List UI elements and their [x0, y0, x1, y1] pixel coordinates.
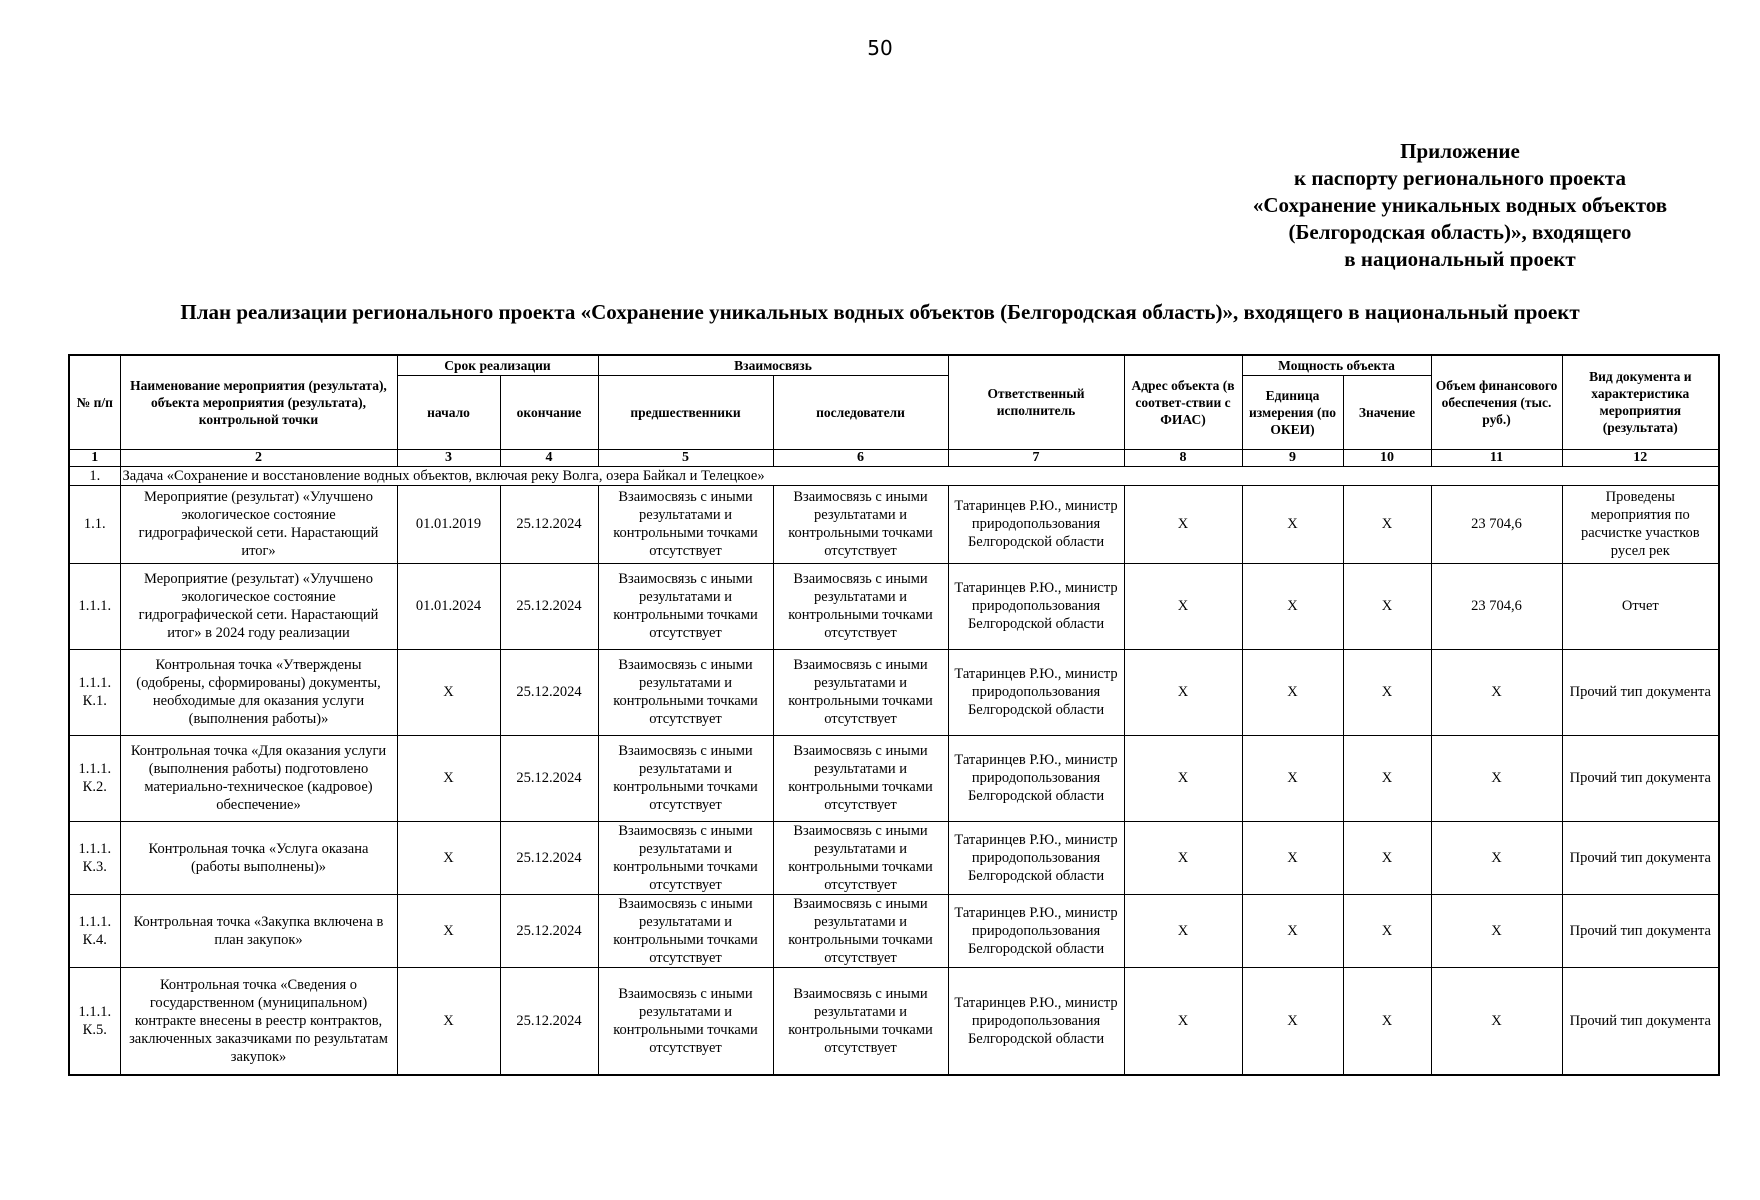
row-value: Х [1343, 821, 1431, 894]
column-number: 1 [69, 449, 120, 466]
row-predecessors: Взаимосвязь с иными результатами и контрольными точками отсутствует [598, 967, 773, 1075]
row-successors: Взаимосвязь с иными результатами и контрольными точками отсутствует [773, 967, 948, 1075]
table-row [69, 894, 1719, 967]
row-value: Х [1343, 894, 1431, 967]
task-text: Задача «Сохранение и восстановление водных объектов, включая реку Волга, озера Байкал и Телецкое» [120, 466, 1719, 485]
header-start: начало [397, 375, 500, 449]
header-finance: Объем финансового обеспечения (тыс. руб.) [1431, 355, 1562, 449]
row-executor: Татаринцев Р.Ю., министр природопользования Белгородской области [948, 563, 1124, 649]
row-executor: Татаринцев Р.Ю., министр природопользования Белгородской области [948, 735, 1124, 821]
header-predecessors: предшественники [598, 375, 773, 449]
row-address: Х [1124, 735, 1242, 821]
row-name: Контрольная точка «Утверждены (одобрены, сформированы) документы, необходимые для оказания услуги (выполнения работы)» [120, 649, 397, 735]
table-row [69, 563, 1719, 649]
row-address: Х [1124, 894, 1242, 967]
row-end-date: 25.12.2024 [500, 821, 598, 894]
table-row [69, 485, 1719, 563]
row-predecessors: Взаимосвязь с иными результатами и контрольными точками отсутствует [598, 485, 773, 563]
row-name: Контрольная точка «Сведения о государственном (муниципальном) контракте внесены в реестр контрактов, заключенных заказчиками по результатам закупок» [120, 967, 397, 1075]
row-value: Х [1343, 649, 1431, 735]
column-number: 4 [500, 449, 598, 466]
row-successors: Взаимосвязь с иными результатами и контрольными точками отсутствует [773, 485, 948, 563]
row-unit: Х [1242, 649, 1343, 735]
column-number: 10 [1343, 449, 1431, 466]
row-address: Х [1124, 563, 1242, 649]
row-finance: 23 704,6 [1431, 485, 1562, 563]
row-address: Х [1124, 485, 1242, 563]
row-executor: Татаринцев Р.Ю., министр природопользования Белгородской области [948, 894, 1124, 967]
header-power-group: Мощность объекта [1242, 355, 1431, 375]
header-address: Адрес объекта (в соответ-ствии с ФИАС) [1124, 355, 1242, 449]
row-executor: Татаринцев Р.Ю., министр природопользования Белгородской области [948, 967, 1124, 1075]
column-number: 2 [120, 449, 397, 466]
row-end-date: 25.12.2024 [500, 563, 598, 649]
row-end-date: 25.12.2024 [500, 735, 598, 821]
row-number: 1.1.1. К.1. [69, 649, 120, 735]
row-end-date: 25.12.2024 [500, 967, 598, 1075]
row-predecessors: Взаимосвязь с иными результатами и контрольными точками отсутствует [598, 821, 773, 894]
row-start-date: Х [397, 649, 500, 735]
appendix-heading [1200, 138, 1720, 273]
row-value: Х [1343, 563, 1431, 649]
row-start-date: 01.01.2024 [397, 563, 500, 649]
row-predecessors: Взаимосвязь с иными результатами и контрольными точками отсутствует [598, 649, 773, 735]
row-predecessors: Взаимосвязь с иными результатами и контрольными точками отсутствует [598, 894, 773, 967]
plan-title: План реализации регионального проекта «Сохранение уникальных водных объектов (Белгородская область)», входящего в национальный проект [180, 300, 1580, 324]
row-finance: Х [1431, 735, 1562, 821]
header-term-group: Срок реализации [397, 355, 598, 375]
appendix-line: «Сохранение уникальных водных объектов [1252, 193, 1668, 217]
page-number: 50 [867, 36, 893, 60]
row-finance: 23 704,6 [1431, 563, 1562, 649]
row-finance: Х [1431, 894, 1562, 967]
row-unit: Х [1242, 485, 1343, 563]
row-executor: Татаринцев Р.Ю., министр природопользования Белгородской области [948, 821, 1124, 894]
row-number: 1.1.1. [69, 563, 120, 649]
row-finance: Х [1431, 649, 1562, 735]
row-name: Мероприятие (результат) «Улучшено экологическое состояние гидрографической сети. Нарастающий итог» в 2024 году реализации [120, 563, 397, 649]
column-number: 3 [397, 449, 500, 466]
table-row [69, 821, 1719, 894]
row-number: 1.1.1. К.3. [69, 821, 120, 894]
appendix-line: Приложение [1400, 139, 1520, 163]
row-executor: Татаринцев Р.Ю., министр природопользования Белгородской области [948, 485, 1124, 563]
header-num: № п/п [69, 355, 120, 449]
row-document: Отчет [1562, 563, 1719, 649]
column-number: 6 [773, 449, 948, 466]
row-start-date: Х [397, 821, 500, 894]
row-address: Х [1124, 967, 1242, 1075]
row-successors: Взаимосвязь с иными результатами и контрольными точками отсутствует [773, 894, 948, 967]
row-end-date: 25.12.2024 [500, 894, 598, 967]
table-row [69, 967, 1719, 1075]
row-unit: Х [1242, 894, 1343, 967]
row-name: Контрольная точка «Для оказания услуги (выполнения работы) подготовлено материально-техническое (кадровое) обеспечение» [120, 735, 397, 821]
row-unit: Х [1242, 563, 1343, 649]
row-document: Прочий тип документа [1562, 649, 1719, 735]
header-executor: Ответственный исполнитель [948, 355, 1124, 449]
column-number: 8 [1124, 449, 1242, 466]
row-predecessors: Взаимосвязь с иными результатами и контрольными точками отсутствует [598, 563, 773, 649]
row-document: Прочий тип документа [1562, 821, 1719, 894]
row-number: 1.1.1. К.4. [69, 894, 120, 967]
row-unit: Х [1242, 735, 1343, 821]
row-executor: Татаринцев Р.Ю., министр природопользования Белгородской области [948, 649, 1124, 735]
row-unit: Х [1242, 967, 1343, 1075]
header-successors: последователи [773, 375, 948, 449]
header-value: Значение [1343, 375, 1431, 449]
row-document: Прочий тип документа [1562, 967, 1719, 1075]
row-start-date: Х [397, 735, 500, 821]
row-document: Прочий тип документа [1562, 735, 1719, 821]
row-successors: Взаимосвязь с иными результатами и контрольными точками отсутствует [773, 649, 948, 735]
row-value: Х [1343, 967, 1431, 1075]
appendix-line: (Белгородская область)», входящего [1288, 220, 1632, 244]
row-start-date: Х [397, 967, 500, 1075]
row-successors: Взаимосвязь с иными результатами и контрольными точками отсутствует [773, 563, 948, 649]
row-value: Х [1343, 485, 1431, 563]
header-unit: Единица измерения (по ОКЕИ) [1242, 375, 1343, 449]
row-address: Х [1124, 821, 1242, 894]
row-start-date: 01.01.2019 [397, 485, 500, 563]
column-number: 12 [1562, 449, 1719, 466]
implementation-plan-table [68, 354, 1720, 1076]
row-document: Прочий тип документа [1562, 894, 1719, 967]
column-number: 9 [1242, 449, 1343, 466]
row-unit: Х [1242, 821, 1343, 894]
appendix-line: в национальный проект [1344, 247, 1576, 271]
row-start-date: Х [397, 894, 500, 967]
row-number: 1.1. [69, 485, 120, 563]
column-number: 11 [1431, 449, 1562, 466]
header-name: Наименование мероприятия (результата), объекта мероприятия (результата), контрольной точки [120, 355, 397, 449]
task-number: 1. [69, 466, 120, 485]
row-value: Х [1343, 735, 1431, 821]
row-finance: Х [1431, 967, 1562, 1075]
appendix-line: к паспорту регионального проекта [1293, 166, 1626, 190]
row-number: 1.1.1. К.2. [69, 735, 120, 821]
row-name: Контрольная точка «Закупка включена в план закупок» [120, 894, 397, 967]
column-number: 5 [598, 449, 773, 466]
row-finance: Х [1431, 821, 1562, 894]
row-name: Мероприятие (результат) «Улучшено экологическое состояние гидрографической сети. Нарастающий итог» [120, 485, 397, 563]
row-number: 1.1.1. К.5. [69, 967, 120, 1075]
row-end-date: 25.12.2024 [500, 649, 598, 735]
row-successors: Взаимосвязь с иными результатами и контрольными точками отсутствует [773, 821, 948, 894]
header-link-group: Взаимосвязь [598, 355, 948, 375]
row-document: Проведены мероприятия по расчистке участков русел рек [1562, 485, 1719, 563]
row-end-date: 25.12.2024 [500, 485, 598, 563]
table-row [69, 735, 1719, 821]
header-end: окончание [500, 375, 598, 449]
header-doc: Вид документа и характеристика мероприятия (результата) [1562, 355, 1719, 449]
column-number: 7 [948, 449, 1124, 466]
row-predecessors: Взаимосвязь с иными результатами и контрольными точками отсутствует [598, 735, 773, 821]
table-row [69, 649, 1719, 735]
row-successors: Взаимосвязь с иными результатами и контрольными точками отсутствует [773, 735, 948, 821]
row-address: Х [1124, 649, 1242, 735]
task-row [69, 466, 1719, 485]
row-name: Контрольная точка «Услуга оказана (работы выполнены)» [120, 821, 397, 894]
